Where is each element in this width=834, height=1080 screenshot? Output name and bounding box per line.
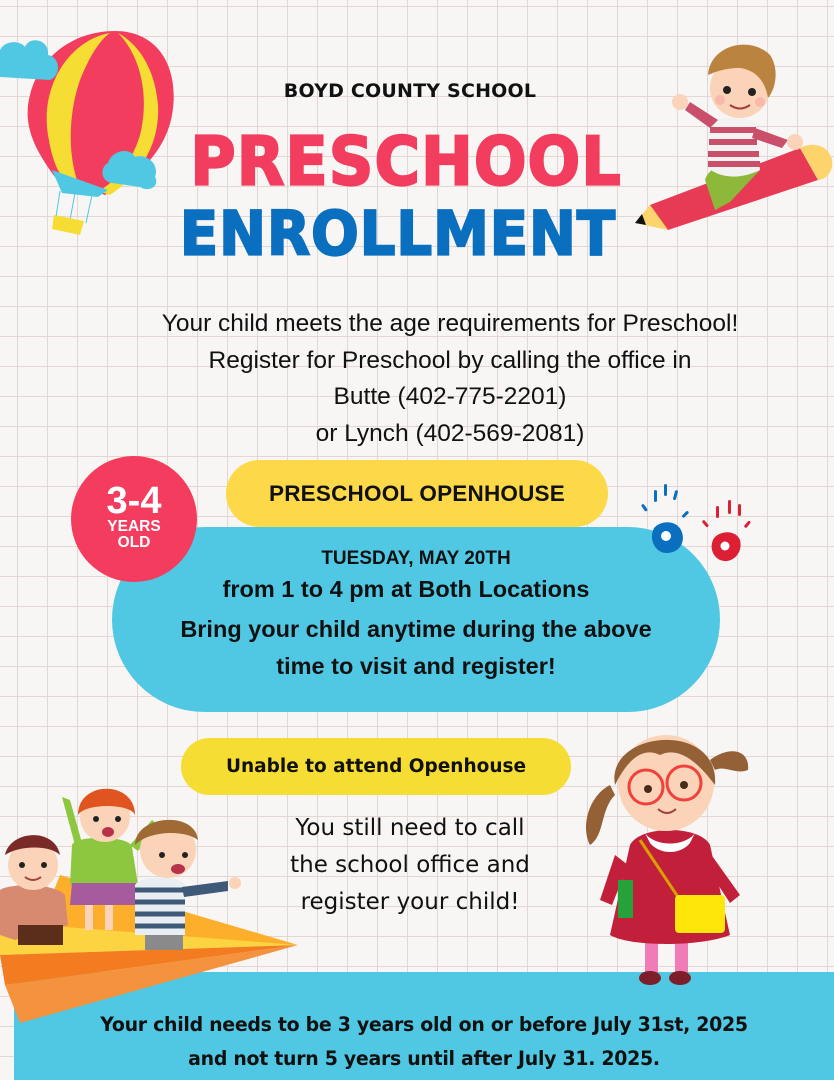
intro-text-block xyxy=(0,306,834,452)
eligibility-line-2: and not turn 5 years until after July 31. 2025. xyxy=(188,1047,660,1070)
age-unit-years: YEARS xyxy=(107,518,161,535)
intro-line: Register for Preschool by calling the office in xyxy=(208,346,692,374)
openhouse-heading-pill xyxy=(226,460,608,527)
openhouse-date: TUESDAY, MAY 20TH xyxy=(321,548,511,569)
unable-line: the school office and xyxy=(290,852,530,878)
intro-line-lynch-phone: or Lynch (402-569-2081) xyxy=(315,419,585,447)
title-enrollment: ENROLLMENT xyxy=(179,199,617,270)
paper-plane-kids-icon xyxy=(0,775,300,1025)
openhouse-time: from 1 to 4 pm at Both Locations xyxy=(222,576,590,602)
openhouse-heading: PRESCHOOL OPENHOUSE xyxy=(269,480,565,506)
kids-on-paper-plane-illustration xyxy=(0,775,300,1025)
girl-with-glasses-illustration xyxy=(570,715,760,987)
title-preschool: PRESCHOOL xyxy=(190,122,622,201)
intro-line: Your child meets the age requirements for Preschool! xyxy=(161,310,739,337)
unable-line: You still need to call xyxy=(295,815,525,841)
eligibility-line-1: Your child needs to be 3 years old on or before July 31st, 2025 xyxy=(100,1013,748,1036)
girl-glasses-icon xyxy=(570,715,760,987)
unable-heading: Unable to attend Openhouse xyxy=(225,756,527,777)
age-range: 3-4 xyxy=(106,480,162,522)
unable-line: register your child! xyxy=(300,889,520,915)
intro-line-butte-phone: Butte (402-775-2201) xyxy=(333,383,567,410)
school-name: BOYD COUNTY SCHOOL xyxy=(283,80,537,102)
age-unit-old: OLD xyxy=(117,534,151,551)
openhouse-note-line-1: Bring your child anytime during the above xyxy=(180,616,652,642)
openhouse-note-line-2: time to visit and register! xyxy=(276,653,556,679)
